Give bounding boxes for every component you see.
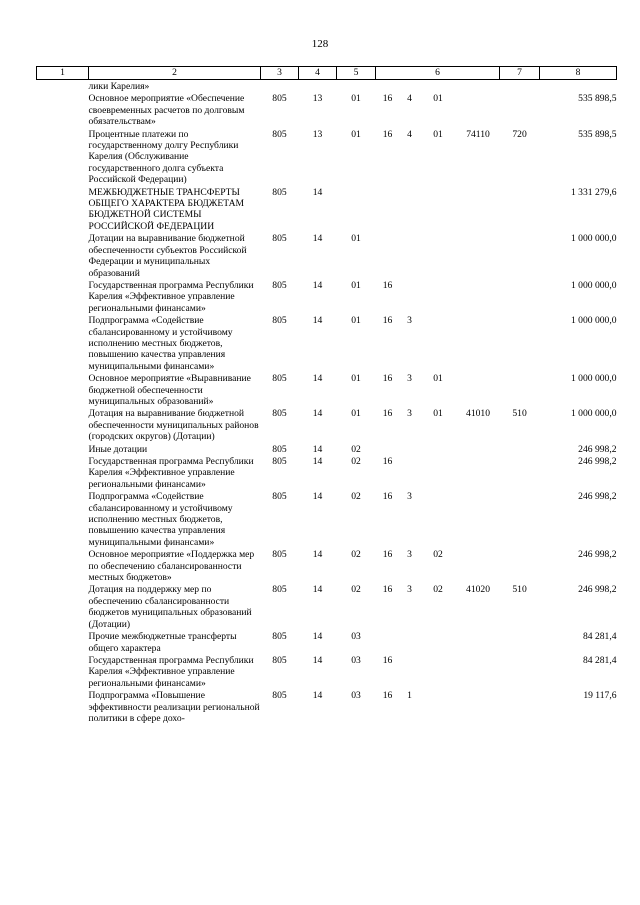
row-col1: [37, 128, 89, 186]
row-name: Подпрограмма «Содействие сбалансированному и устойчивому исполнению местных бюджетов, повышению качества управления муниципальными финансами»: [88, 491, 233, 548]
row-direction-code: [457, 314, 500, 372]
col-header-7: 7: [500, 67, 540, 80]
row-program-code: 16: [382, 654, 393, 666]
row-activity-code: [420, 630, 457, 654]
row-subprogram-code: [400, 80, 420, 93]
row-col3: 805: [272, 186, 287, 198]
row-col5: 01: [351, 373, 361, 385]
table-row: [37, 128, 617, 186]
row-subprogram-code: [400, 443, 420, 455]
row-subprogram-code: [400, 279, 420, 314]
row-col3: 805: [272, 654, 287, 666]
budget-table: [36, 66, 617, 724]
table-row: [37, 407, 617, 442]
row-name: лики Карелия»: [88, 81, 150, 92]
row-subprogram-code: 3: [407, 315, 412, 327]
row-col3: 805: [272, 373, 287, 385]
row-direction-code: [457, 80, 500, 93]
row-col1: [37, 548, 89, 583]
row-amount: [540, 80, 617, 93]
row-name: Дотация на поддержку мер по обеспечению сбалансированности бюджетов муниципальных образований (Дотации): [88, 584, 252, 630]
col-header-6: 6: [376, 67, 500, 80]
row-direction-code: [457, 689, 500, 724]
row-amount: 1 000 000,0: [570, 233, 617, 245]
row-col5: 03: [351, 631, 361, 643]
row-col4: 14: [312, 631, 323, 643]
row-col7: 720: [512, 128, 527, 140]
row-direction-code: [457, 455, 500, 490]
row-subprogram-code: 4: [407, 128, 412, 140]
row-direction-code: [457, 443, 500, 455]
row-col1: [37, 407, 89, 442]
row-col4: 13: [312, 93, 323, 105]
table-row: [37, 689, 617, 724]
row-direction-code: 74110: [466, 128, 490, 140]
row-col1: [37, 443, 89, 455]
row-col7: [500, 186, 540, 233]
row-col4: 14: [312, 373, 323, 385]
row-activity-code: 02: [433, 549, 443, 561]
row-program-code: 16: [382, 373, 393, 385]
row-col7: 510: [512, 584, 527, 596]
row-amount: 246 998,2: [578, 491, 617, 503]
row-amount: 246 998,2: [578, 456, 617, 467]
table-row: [37, 92, 617, 127]
row-col3: 805: [272, 491, 287, 503]
row-col1: [37, 92, 89, 127]
table-row: [37, 583, 617, 630]
row-col1: [37, 583, 89, 630]
row-activity-code: 01: [433, 93, 443, 105]
row-col4: 14: [312, 233, 323, 245]
col-header-8: 8: [540, 67, 617, 80]
row-col7: [500, 630, 540, 654]
row-col3: 805: [272, 233, 287, 245]
row-col5: 01: [351, 128, 361, 140]
row-name: Государственная программа Республики Карелия «Эффективное управление региональными финансами»: [88, 654, 254, 689]
row-col1: [37, 630, 89, 654]
row-col3: 805: [272, 279, 287, 291]
row-col4: 13: [312, 128, 323, 140]
row-direction-code: [457, 654, 500, 689]
table-row: [37, 654, 617, 689]
row-program-code: 16: [382, 491, 393, 503]
row-name: Дотация на выравнивание бюджетной обеспеченности муниципальных районов (городских округов) (Дотации): [88, 408, 259, 443]
row-col7: [500, 232, 540, 279]
row-amount: 19 117,6: [583, 690, 617, 702]
row-col4: 14: [312, 584, 323, 596]
row-program-code: [376, 186, 400, 233]
row-direction-code: [457, 279, 500, 314]
row-col5: 02: [351, 549, 361, 561]
row-program-code: 16: [382, 315, 393, 327]
row-col1: [37, 80, 89, 93]
row-col3: 805: [272, 315, 287, 327]
row-col7: [500, 689, 540, 724]
row-activity-code: [420, 279, 457, 314]
page-number: 128: [311, 38, 329, 50]
row-subprogram-code: [400, 630, 420, 654]
row-name: МЕЖБЮДЖЕТНЫЕ ТРАНСФЕРТЫ ОБЩЕГО ХАРАКТЕРА БЮДЖЕТАМ БЮДЖЕТНОЙ СИСТЕМЫ РОССИЙСКОЙ ФЕДЕРАЦИИ: [88, 186, 245, 232]
row-program-code: 16: [382, 549, 393, 561]
row-activity-code: [420, 455, 457, 490]
row-col3: 805: [272, 456, 287, 467]
row-amount: 535 898,5: [578, 93, 617, 105]
row-col1: [37, 689, 89, 724]
row-activity-code: 01: [433, 373, 443, 385]
col-header-5: 5: [337, 67, 376, 80]
row-col4: 14: [312, 408, 323, 420]
row-col5: [337, 186, 376, 233]
row-col7: [500, 548, 540, 583]
row-col4: 14: [312, 279, 323, 291]
row-col1: [37, 186, 89, 233]
row-name: Основное мероприятие «Выравнивание бюджетной обеспеченности муниципальных образований»: [88, 373, 251, 407]
row-col7: [500, 443, 540, 455]
row-activity-code: [420, 654, 457, 689]
row-direction-code: [457, 186, 500, 233]
row-col1: [37, 279, 89, 314]
row-direction-code: [457, 92, 500, 127]
row-name: Процентные платежи по государственному долгу Республики Карелия (Обслуживание государственного долга субъекта Российской Федерации): [88, 128, 239, 186]
row-col5: 02: [351, 443, 361, 455]
row-col3: 805: [272, 128, 287, 140]
row-col3: 805: [272, 549, 287, 561]
table-row: [37, 80, 617, 93]
row-activity-code: [420, 186, 457, 233]
row-activity-code: [420, 232, 457, 279]
row-name: Основное мероприятие «Поддержка мер по обеспечению сбалансированности местных бюджетов»: [88, 549, 255, 584]
row-col5: 02: [351, 584, 361, 596]
row-activity-code: [420, 443, 457, 455]
row-amount: 535 898,5: [578, 128, 617, 140]
table-row: [37, 630, 617, 654]
row-col7: [500, 314, 540, 372]
row-program-code: [376, 443, 400, 455]
row-col4: 14: [312, 654, 323, 666]
row-col3: 805: [272, 93, 287, 105]
row-direction-code: [457, 630, 500, 654]
row-program-code: 16: [382, 456, 393, 467]
row-col1: [37, 232, 89, 279]
row-subprogram-code: [400, 232, 420, 279]
col-header-2: 2: [89, 67, 261, 80]
row-col5: 03: [351, 690, 361, 702]
row-direction-code: [457, 490, 500, 548]
row-name: Подпрограмма «Повышение эффективности реализации региональной политики в сфере дохо-: [88, 690, 260, 724]
row-col3: 805: [272, 584, 287, 596]
row-col3: 805: [272, 443, 287, 455]
row-program-code: [376, 232, 400, 279]
row-subprogram-code: 3: [407, 373, 412, 385]
row-col4: 14: [312, 456, 323, 467]
row-direction-code: [457, 548, 500, 583]
row-name: Прочие межбюджетные трансферты общего характера: [88, 631, 237, 654]
row-col1: [37, 654, 89, 689]
row-program-code: 16: [382, 279, 393, 291]
row-col5: [337, 80, 376, 93]
row-subprogram-code: 3: [407, 549, 412, 561]
row-name: Дотации на выравнивание бюджетной обеспеченности субъектов Российской Федерации и муниципальных образований: [88, 233, 247, 279]
col-header-1: 1: [37, 67, 89, 80]
row-col1: [37, 455, 89, 490]
row-program-code: [376, 630, 400, 654]
table-row: [37, 490, 617, 548]
row-subprogram-code: 3: [407, 491, 412, 503]
row-col5: 01: [351, 279, 361, 291]
row-name: Подпрограмма «Содействие сбалансированному и устойчивому исполнению местных бюджетов, повышению качества управления муниципальными финансами»: [88, 315, 233, 372]
row-col5: 01: [351, 408, 361, 420]
row-col4: 14: [312, 549, 323, 561]
row-amount: 246 998,2: [578, 443, 617, 455]
table-body: [37, 80, 617, 725]
row-subprogram-code: 3: [407, 408, 412, 420]
row-amount: 1 000 000,0: [570, 408, 617, 420]
row-subprogram-code: 1: [407, 690, 412, 702]
row-col7: [500, 654, 540, 689]
row-activity-code: [420, 80, 457, 93]
row-subprogram-code: [400, 455, 420, 490]
row-subprogram-code: 3: [407, 584, 412, 596]
row-col3: 805: [272, 631, 287, 643]
row-amount: 246 998,2: [578, 584, 617, 596]
row-col1: [37, 490, 89, 548]
row-amount: 1 000 000,0: [570, 315, 617, 327]
row-program-code: 16: [382, 408, 393, 420]
table-row: [37, 548, 617, 583]
table-row: [37, 232, 617, 279]
header-row: [37, 67, 617, 80]
row-col4: 14: [312, 186, 323, 198]
row-amount: 1 331 279,6: [570, 186, 617, 198]
row-col7: [500, 372, 540, 407]
row-program-code: 16: [382, 584, 393, 596]
row-program-code: 16: [382, 690, 393, 702]
row-col4: 14: [312, 443, 323, 455]
row-name: Основное мероприятие «Обеспечение своевременных расчетов по долговым обязательствам»: [88, 93, 245, 128]
row-activity-code: 01: [433, 408, 443, 420]
table-row: [37, 455, 617, 490]
row-activity-code: 02: [433, 584, 443, 596]
row-col7: [500, 279, 540, 314]
row-col5: 03: [351, 654, 361, 666]
row-col7: [500, 92, 540, 127]
row-direction-code: [457, 372, 500, 407]
row-activity-code: [420, 689, 457, 724]
row-col5: 01: [351, 93, 361, 105]
row-direction-code: 41010: [466, 408, 491, 420]
row-name: Государственная программа Республики Карелия «Эффективное управление региональными финансами»: [88, 279, 254, 314]
row-col3: 805: [272, 408, 287, 420]
row-name: Иные дотации: [88, 443, 148, 455]
col-header-4: 4: [299, 67, 337, 80]
row-direction-code: 41020: [466, 584, 491, 596]
row-amount: 1 000 000,0: [570, 279, 617, 291]
row-col5: 01: [351, 315, 361, 327]
row-col5: 02: [351, 491, 361, 503]
row-amount: 1 000 000,0: [570, 373, 617, 385]
table-row: [37, 372, 617, 407]
table-row: [37, 279, 617, 314]
row-col5: 01: [351, 233, 361, 245]
row-subprogram-code: [400, 186, 420, 233]
row-col4: [299, 80, 337, 93]
row-program-code: 16: [382, 93, 393, 105]
row-col7: [500, 490, 540, 548]
row-amount: 84 281,4: [582, 654, 617, 666]
row-amount: 246 998,2: [578, 549, 617, 561]
row-subprogram-code: 4: [407, 93, 412, 105]
row-subprogram-code: [400, 654, 420, 689]
row-col3: [261, 80, 299, 93]
row-col7: [500, 80, 540, 93]
row-col4: 14: [312, 315, 323, 327]
row-program-code: 16: [382, 128, 393, 140]
row-col5: 02: [351, 456, 361, 467]
row-name: Государственная программа Республики Карелия «Эффективное управление региональными финансами»: [88, 456, 254, 490]
row-activity-code: [420, 314, 457, 372]
row-col7: [500, 455, 540, 490]
col-header-3: 3: [261, 67, 299, 80]
row-col4: 14: [312, 491, 323, 503]
row-col1: [37, 372, 89, 407]
table-row: [37, 314, 617, 372]
table-row: [37, 186, 617, 233]
row-activity-code: [420, 490, 457, 548]
row-program-code: [376, 80, 400, 93]
row-col3: 805: [272, 690, 287, 702]
table-row: [37, 443, 617, 455]
row-col1: [37, 314, 89, 372]
row-col7: 510: [512, 408, 527, 420]
row-col4: 14: [312, 690, 323, 702]
row-activity-code: 01: [433, 128, 443, 140]
row-amount: 84 281,4: [582, 631, 617, 643]
row-direction-code: [457, 232, 500, 279]
